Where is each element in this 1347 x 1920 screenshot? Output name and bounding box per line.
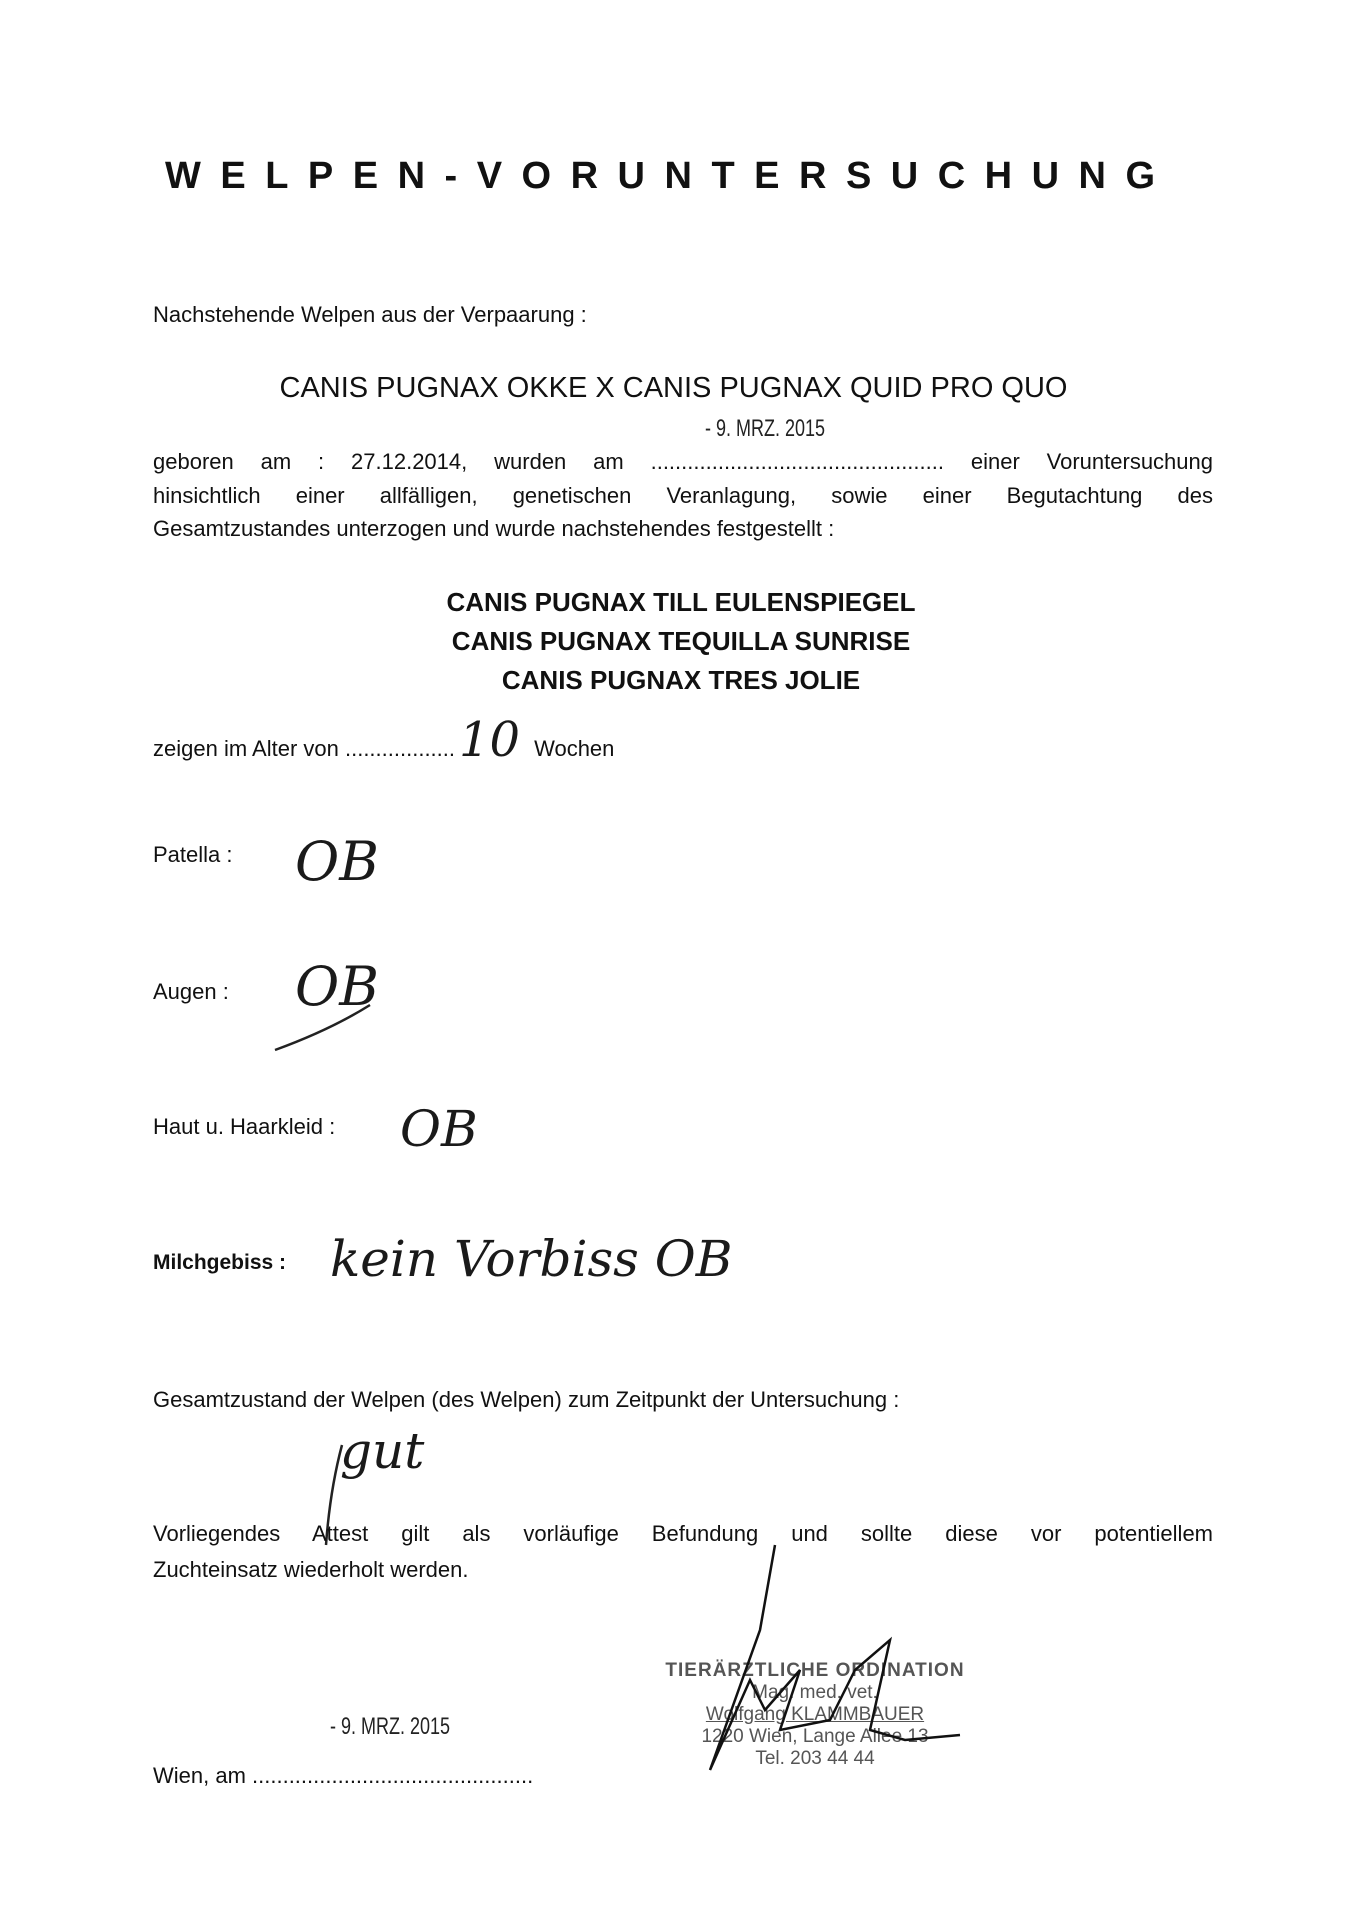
puppy-name: CANIS PUGNAX TEQUILLA SUNRISE [451,626,911,656]
exam-date-stamp: - 9. MRZ. 2015 [705,415,826,442]
finding-value-haut: OB [400,1100,478,1158]
place-date-label: Wien, am .............................................. [153,1763,534,1788]
stamp-line: TIERÄRZTLICHE ORDINATION [665,1660,965,1681]
finding-value-milchgebiss: kein Vorbiss OB [330,1230,733,1288]
finding-label-milchgebiss: Milchgebiss : [153,1251,287,1274]
finding-label-augen: Augen : [153,979,229,1004]
handwritten-stroke [270,1000,390,1060]
finding-value-augen: OB [295,955,379,1018]
puppy-name: CANIS PUGNAX TILL EULENSPIEGEL [446,587,916,617]
paragraph-line-2: hinsichtlich einer allfälligen, genetischen Veranlagung, sowie einer Begutachtung des [153,483,1213,508]
document-title: WELPEN-VORUNTERSUCHUNG [165,155,1175,197]
overall-label: Gesamtzustand der Welpen (des Welpen) zum Zeitpunkt der Untersuchung : [153,1387,900,1412]
age-value: 10 [459,712,521,768]
finding-label-haut: Haut u. Haarkleid : [153,1114,336,1139]
note-line-2: Zuchteinsatz wiederholt werden. [153,1557,469,1582]
age-unit: Wochen [534,736,615,761]
signature [690,1540,970,1780]
note-line-1: Vorliegendes Attest gilt als vorläufige Befundung und sollte diese vor potentiellem [153,1521,1213,1546]
stamp-line: Tel. 203 44 44 [755,1748,875,1769]
signing-date-stamp: - 9. MRZ. 2015 [330,1713,451,1740]
stamp-line: 1220 Wien, Lange Allee 13 [701,1726,929,1747]
paragraph-line-1: geboren am : 27.12.2014, wurden am ................................................ einer Voruntersuchung [153,449,1213,474]
overall-value: gut [340,1422,425,1480]
intro-text: Nachstehende Welpen aus der Verpaarung : [153,302,587,327]
stamp-line: Wolfgang KLAMMBAUER [705,1704,925,1725]
age-label: zeigen im Alter von .................. [153,736,456,761]
age-row [153,712,614,768]
finding-value-patella: OB [295,830,379,893]
finding-label-patella: Patella : [153,842,233,867]
stamp-line: Mag. med. vet. [752,1682,878,1703]
paragraph-line-3: Gesamtzustandes unterzogen und wurde nachstehendes festgestellt : [153,516,835,541]
puppy-name: CANIS PUGNAX TRES JOLIE [501,665,861,695]
pairing: CANIS PUGNAX OKKE X CANIS PUGNAX QUID PRO QUO [279,372,1068,404]
